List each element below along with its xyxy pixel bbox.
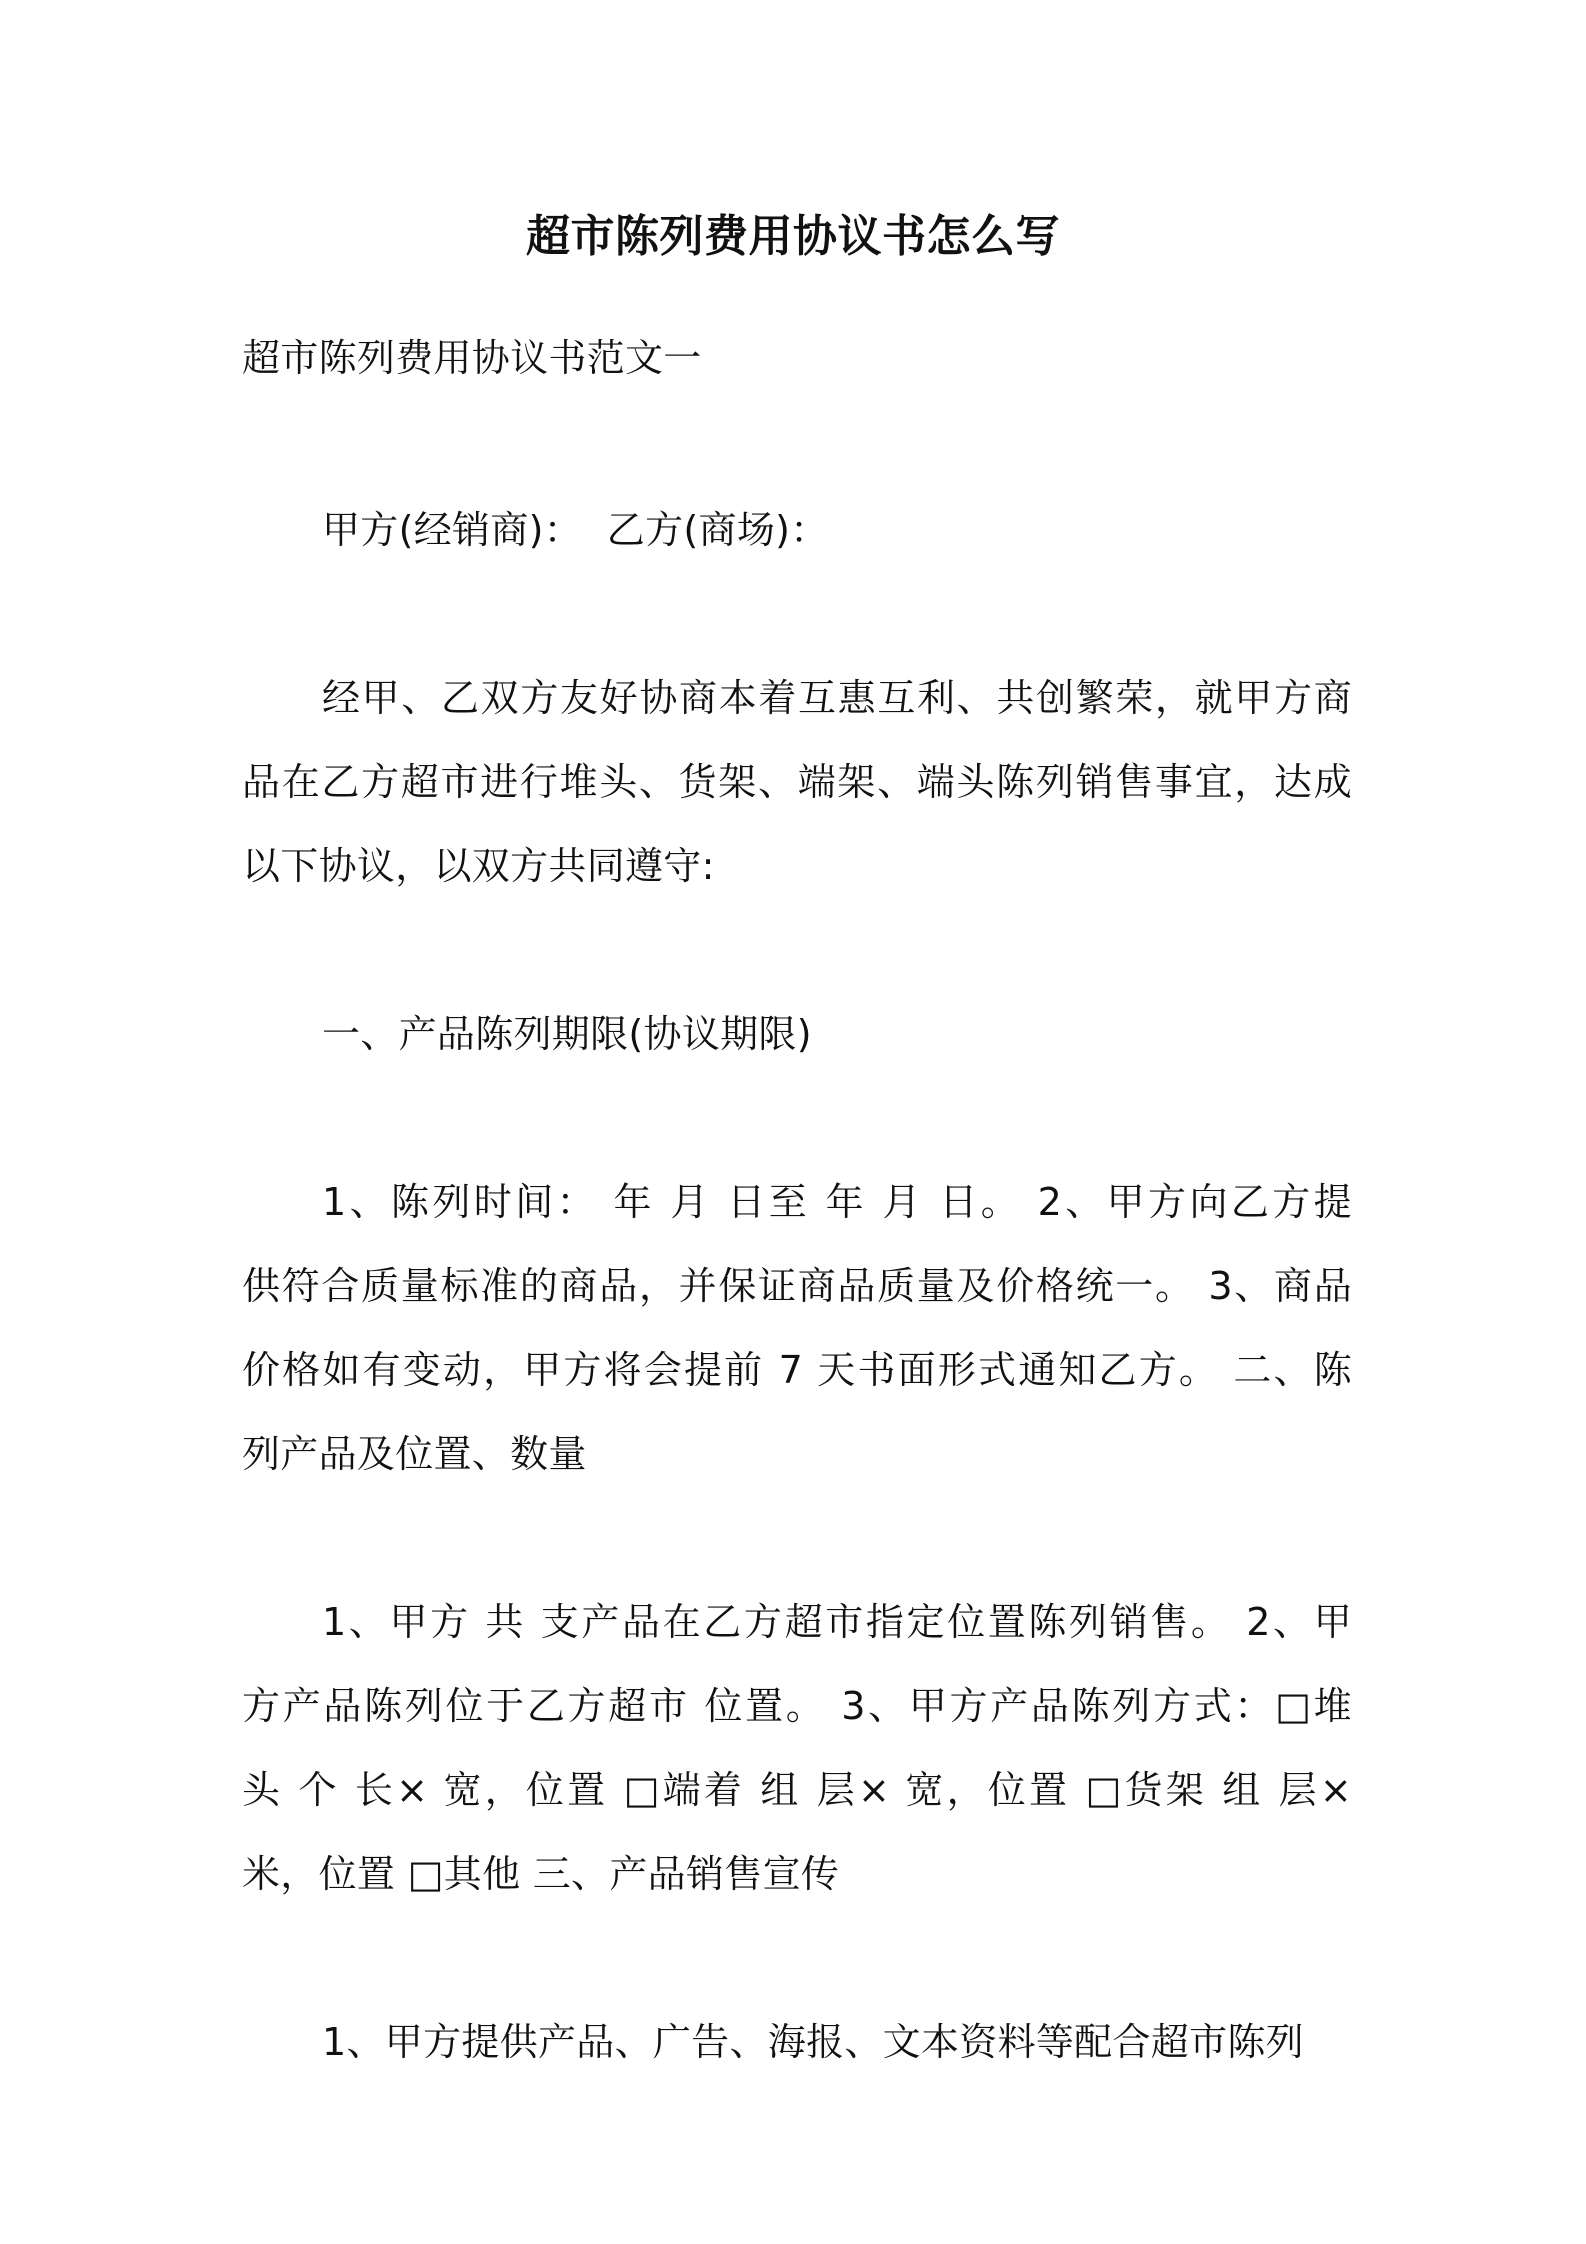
paragraph-line: 列产品及位置、数量: [242, 1432, 587, 1476]
paragraph-line: 1、甲方 共 支产品在乙方超市指定位置陈列销售。 2、甲: [322, 1600, 1352, 1644]
section-heading-sample-one: 超市陈列费用协议书范文一: [242, 336, 702, 380]
paragraph-line: 供符合质量标准的商品，并保证商品质量及价格统一。 3、商品: [242, 1264, 1352, 1308]
paragraph-line: 方产品陈列位于乙方超市 位置。 3、甲方产品陈列方式：□堆: [242, 1684, 1352, 1728]
clause-heading: 一、产品陈列期限(协议期限): [322, 1012, 812, 1056]
paragraph-line: 以下协议，以双方共同遵守:: [242, 844, 715, 888]
paragraph-line: 经甲、乙双方友好协商本着互惠互利、共创繁荣，就甲方商: [322, 676, 1352, 720]
document-title: 超市陈列费用协议书怎么写: [526, 211, 1060, 262]
paragraph-line: 1、陈列时间： 年 月 日至 年 月 日。 2、甲方向乙方提: [322, 1180, 1352, 1224]
paragraph-line: 品在乙方超市进行堆头、货架、端架、端头陈列销售事宜，达成: [242, 760, 1352, 804]
paragraph-line: 1、甲方提供产品、广告、海报、文本资料等配合超市陈列: [322, 2020, 1304, 2064]
paragraph-line: 头 个 长× 宽，位置 □端着 组 层× 宽，位置 □货架 组 层×: [242, 1768, 1352, 1812]
paragraph-line: 米，位置 □其他 三、产品销售宣传: [242, 1852, 840, 1896]
party-line: 甲方(经销商)： 乙方(商场)：: [322, 508, 829, 552]
paragraph-line: 价格如有变动，甲方将会提前 7 天书面形式通知乙方。 二、陈: [242, 1348, 1352, 1392]
